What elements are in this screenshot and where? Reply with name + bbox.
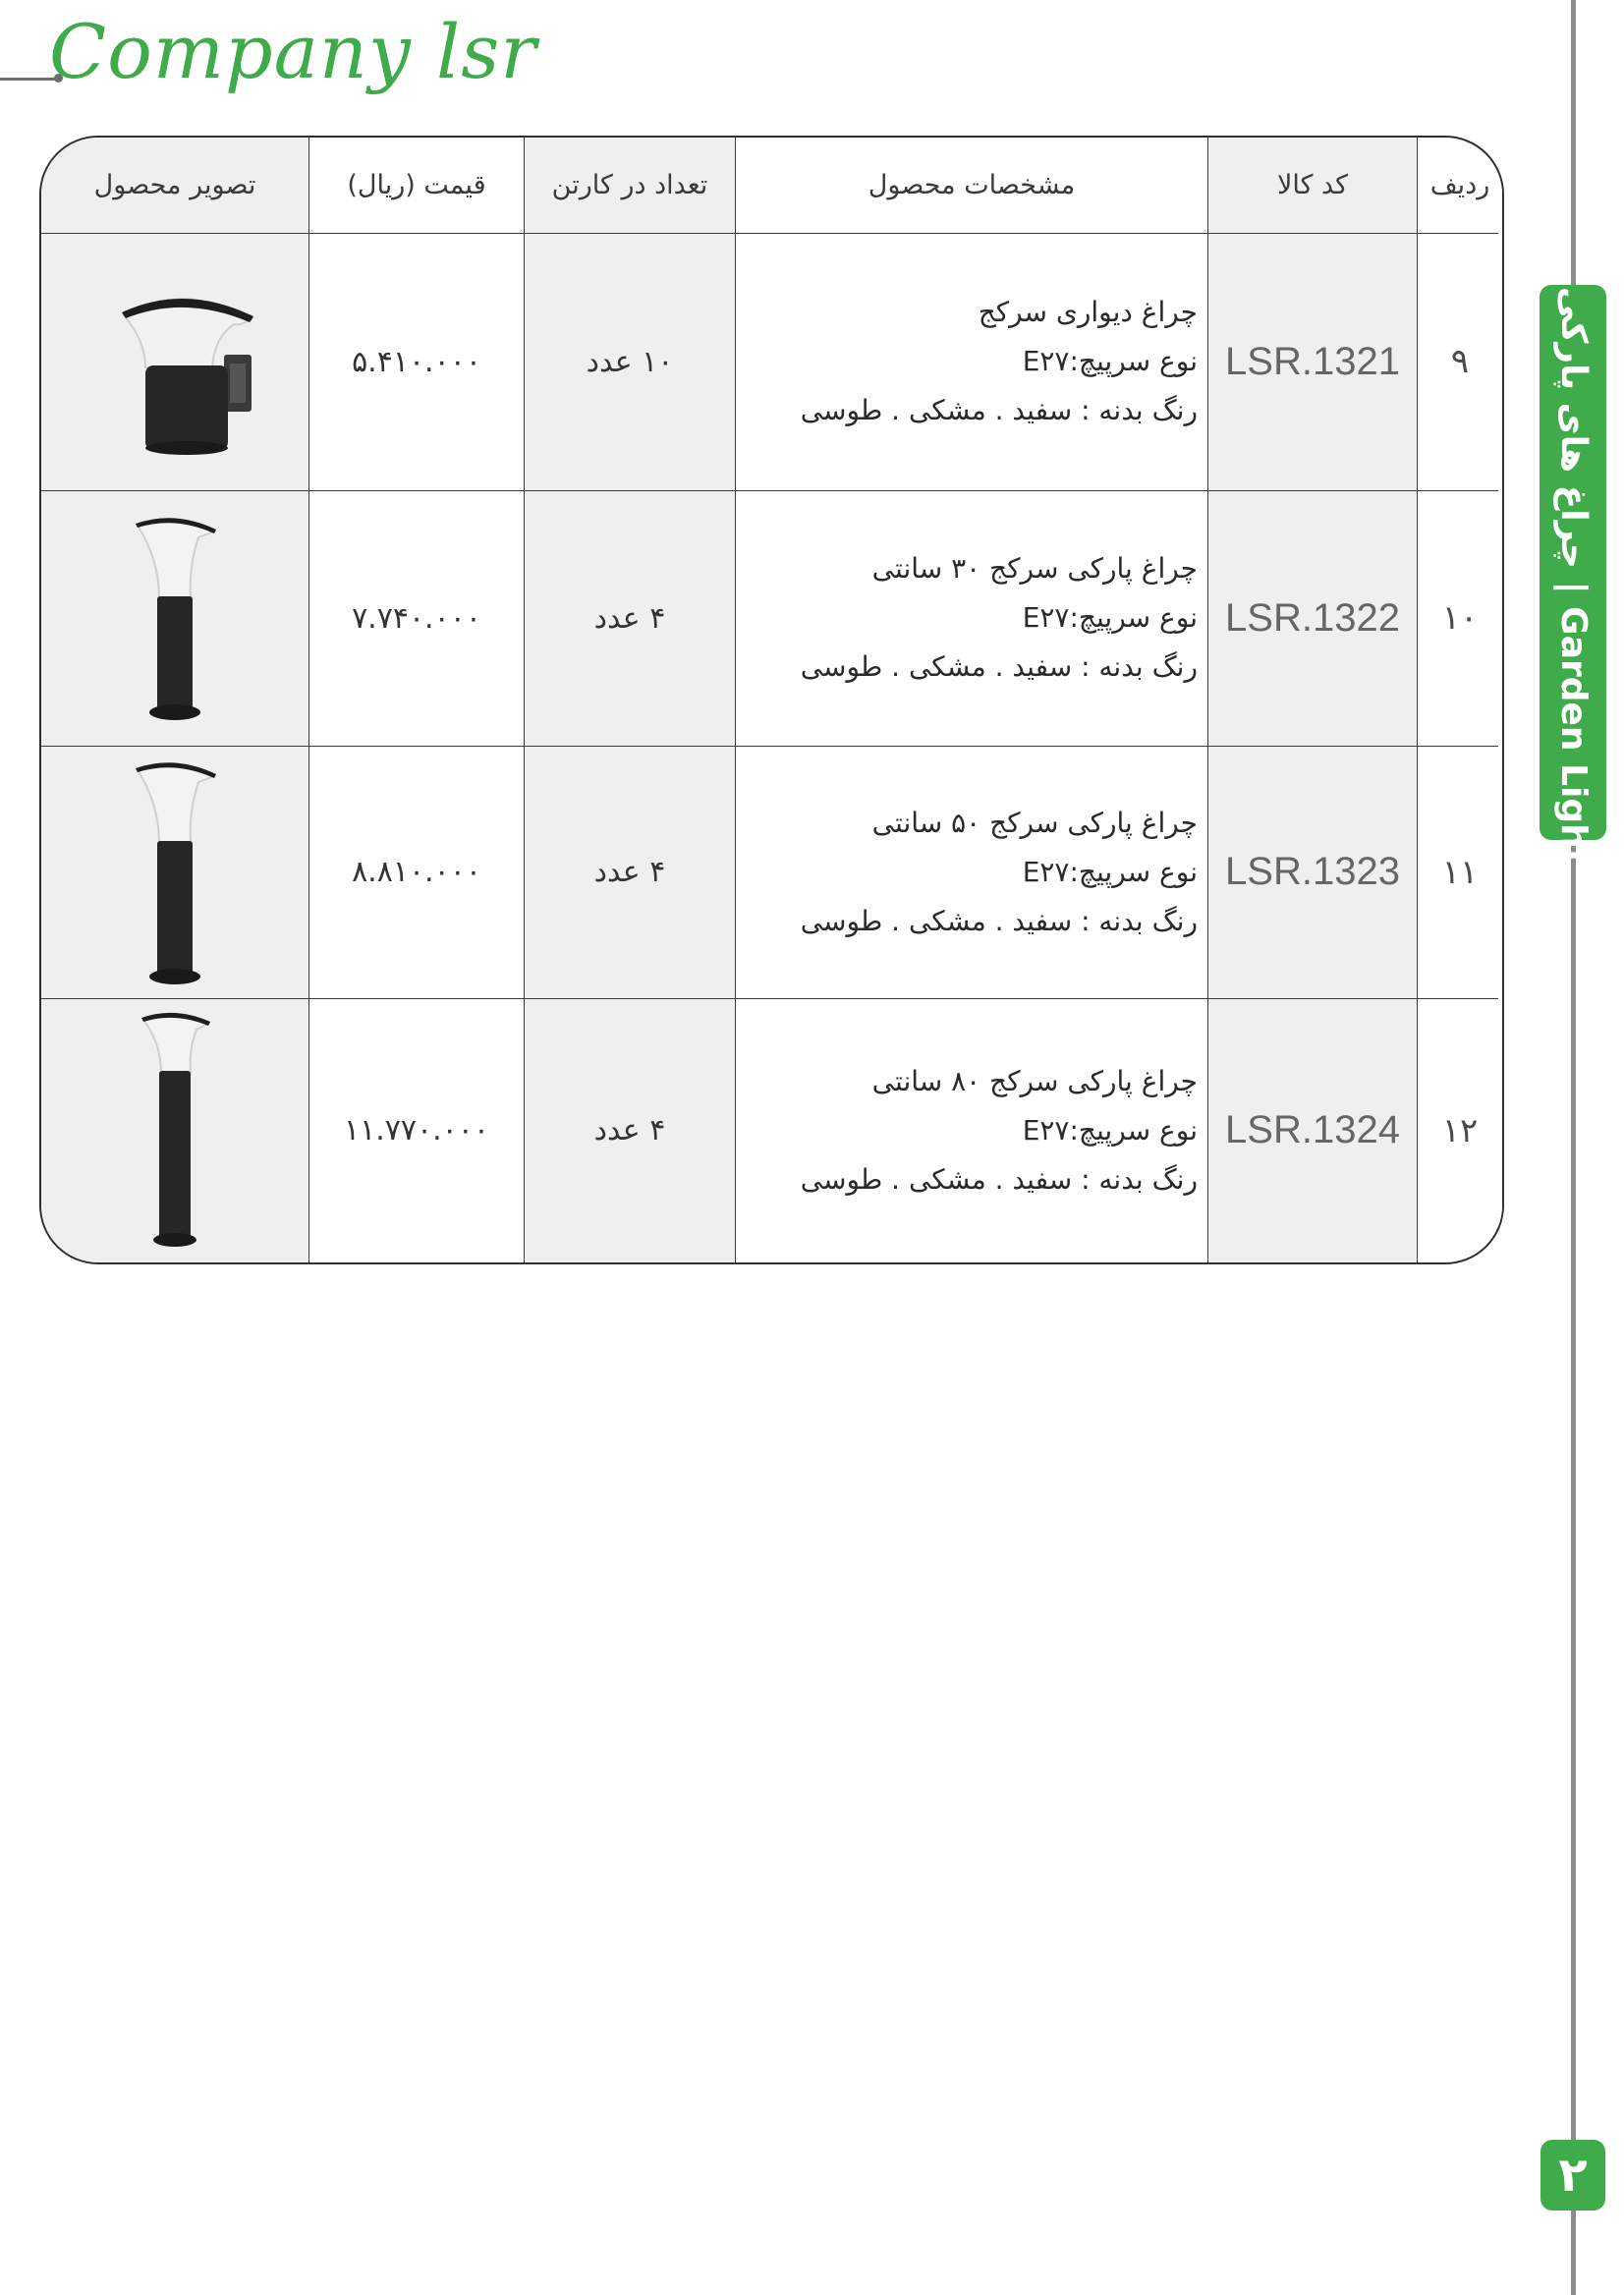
product-image [41, 998, 309, 1262]
spec-title: چراغ دیواری سرکج [978, 296, 1198, 328]
product-code: LSR.1321 [1208, 233, 1418, 490]
carton-qty: ۴ عدد [525, 746, 736, 998]
product-table [39, 136, 1504, 1264]
product-image [41, 233, 309, 490]
row-number: ۱۱ [1418, 746, 1503, 998]
bollard-lamp-icon [126, 1006, 224, 1252]
wall-lamp-icon [77, 261, 273, 458]
product-image [41, 746, 309, 998]
product-code: LSR.1323 [1208, 746, 1418, 998]
table-row [41, 746, 1502, 998]
spec-color: رنگ بدنه : سفید . مشکی . طوسی [800, 1162, 1198, 1196]
product-code: LSR.1322 [1208, 490, 1418, 746]
table-row [41, 490, 1502, 746]
price: ۵.۴۱۰.۰۰۰ [309, 233, 525, 490]
header-qty: تعداد در کارتن [525, 138, 736, 233]
bollard-lamp-icon [116, 508, 234, 724]
header-row-number: ردیف [1418, 138, 1503, 233]
product-image [41, 490, 309, 746]
spec-title: چراغ پارکی سرکج ۸۰ سانتی [871, 1064, 1198, 1097]
header-image: تصویر محصول [41, 138, 309, 233]
header-code: کد کالا [1208, 138, 1418, 233]
table-row [41, 233, 1502, 490]
spec-socket: نوع سرپیچ:E۲۷ [1022, 855, 1198, 888]
table-row [41, 998, 1502, 1262]
row-number: ۱۰ [1418, 490, 1503, 746]
carton-qty: ۴ عدد [525, 998, 736, 1262]
product-spec [736, 233, 1208, 490]
product-code: LSR.1324 [1208, 998, 1418, 1262]
price: ۸.۸۱۰.۰۰۰ [309, 746, 525, 998]
page-number: ۲ [1540, 2140, 1605, 2211]
header-spec: مشخصات محصول [736, 138, 1208, 233]
bollard-lamp-icon [116, 753, 234, 988]
spec-color: رنگ بدنه : سفید . مشکی . طوسی [800, 394, 1198, 426]
spec-color: رنگ بدنه : سفید . مشکی . طوسی [800, 650, 1198, 683]
section-tab-label: چراغ های پارکی | Garden Light [1553, 287, 1594, 866]
table-header-row [41, 138, 1502, 233]
spec-socket: نوع سرپیچ:E۲۷ [1022, 601, 1198, 634]
header-price: قیمت (ریال) [309, 138, 525, 233]
product-spec [736, 746, 1208, 998]
product-spec [736, 998, 1208, 1262]
row-number: ۹ [1418, 233, 1503, 490]
carton-qty: ۴ عدد [525, 490, 736, 746]
product-spec [736, 490, 1208, 746]
row-number: ۱۲ [1418, 998, 1503, 1262]
spec-color: رنگ بدنه : سفید . مشکی . طوسی [800, 904, 1198, 937]
price: ۱۱.۷۷۰.۰۰۰ [309, 998, 525, 1262]
company-logo: Company lsr [49, 8, 537, 95]
spec-title: چراغ پارکی سرکج ۵۰ سانتی [871, 806, 1198, 839]
carton-qty: ۱۰ عدد [525, 233, 736, 490]
price: ۷.۷۴۰.۰۰۰ [309, 490, 525, 746]
spec-socket: نوع سرپیچ:E۲۷ [1022, 345, 1198, 377]
spec-socket: نوع سرپیچ:E۲۷ [1022, 1113, 1198, 1147]
spec-title: چراغ پارکی سرکج ۳۰ سانتی [871, 552, 1198, 585]
